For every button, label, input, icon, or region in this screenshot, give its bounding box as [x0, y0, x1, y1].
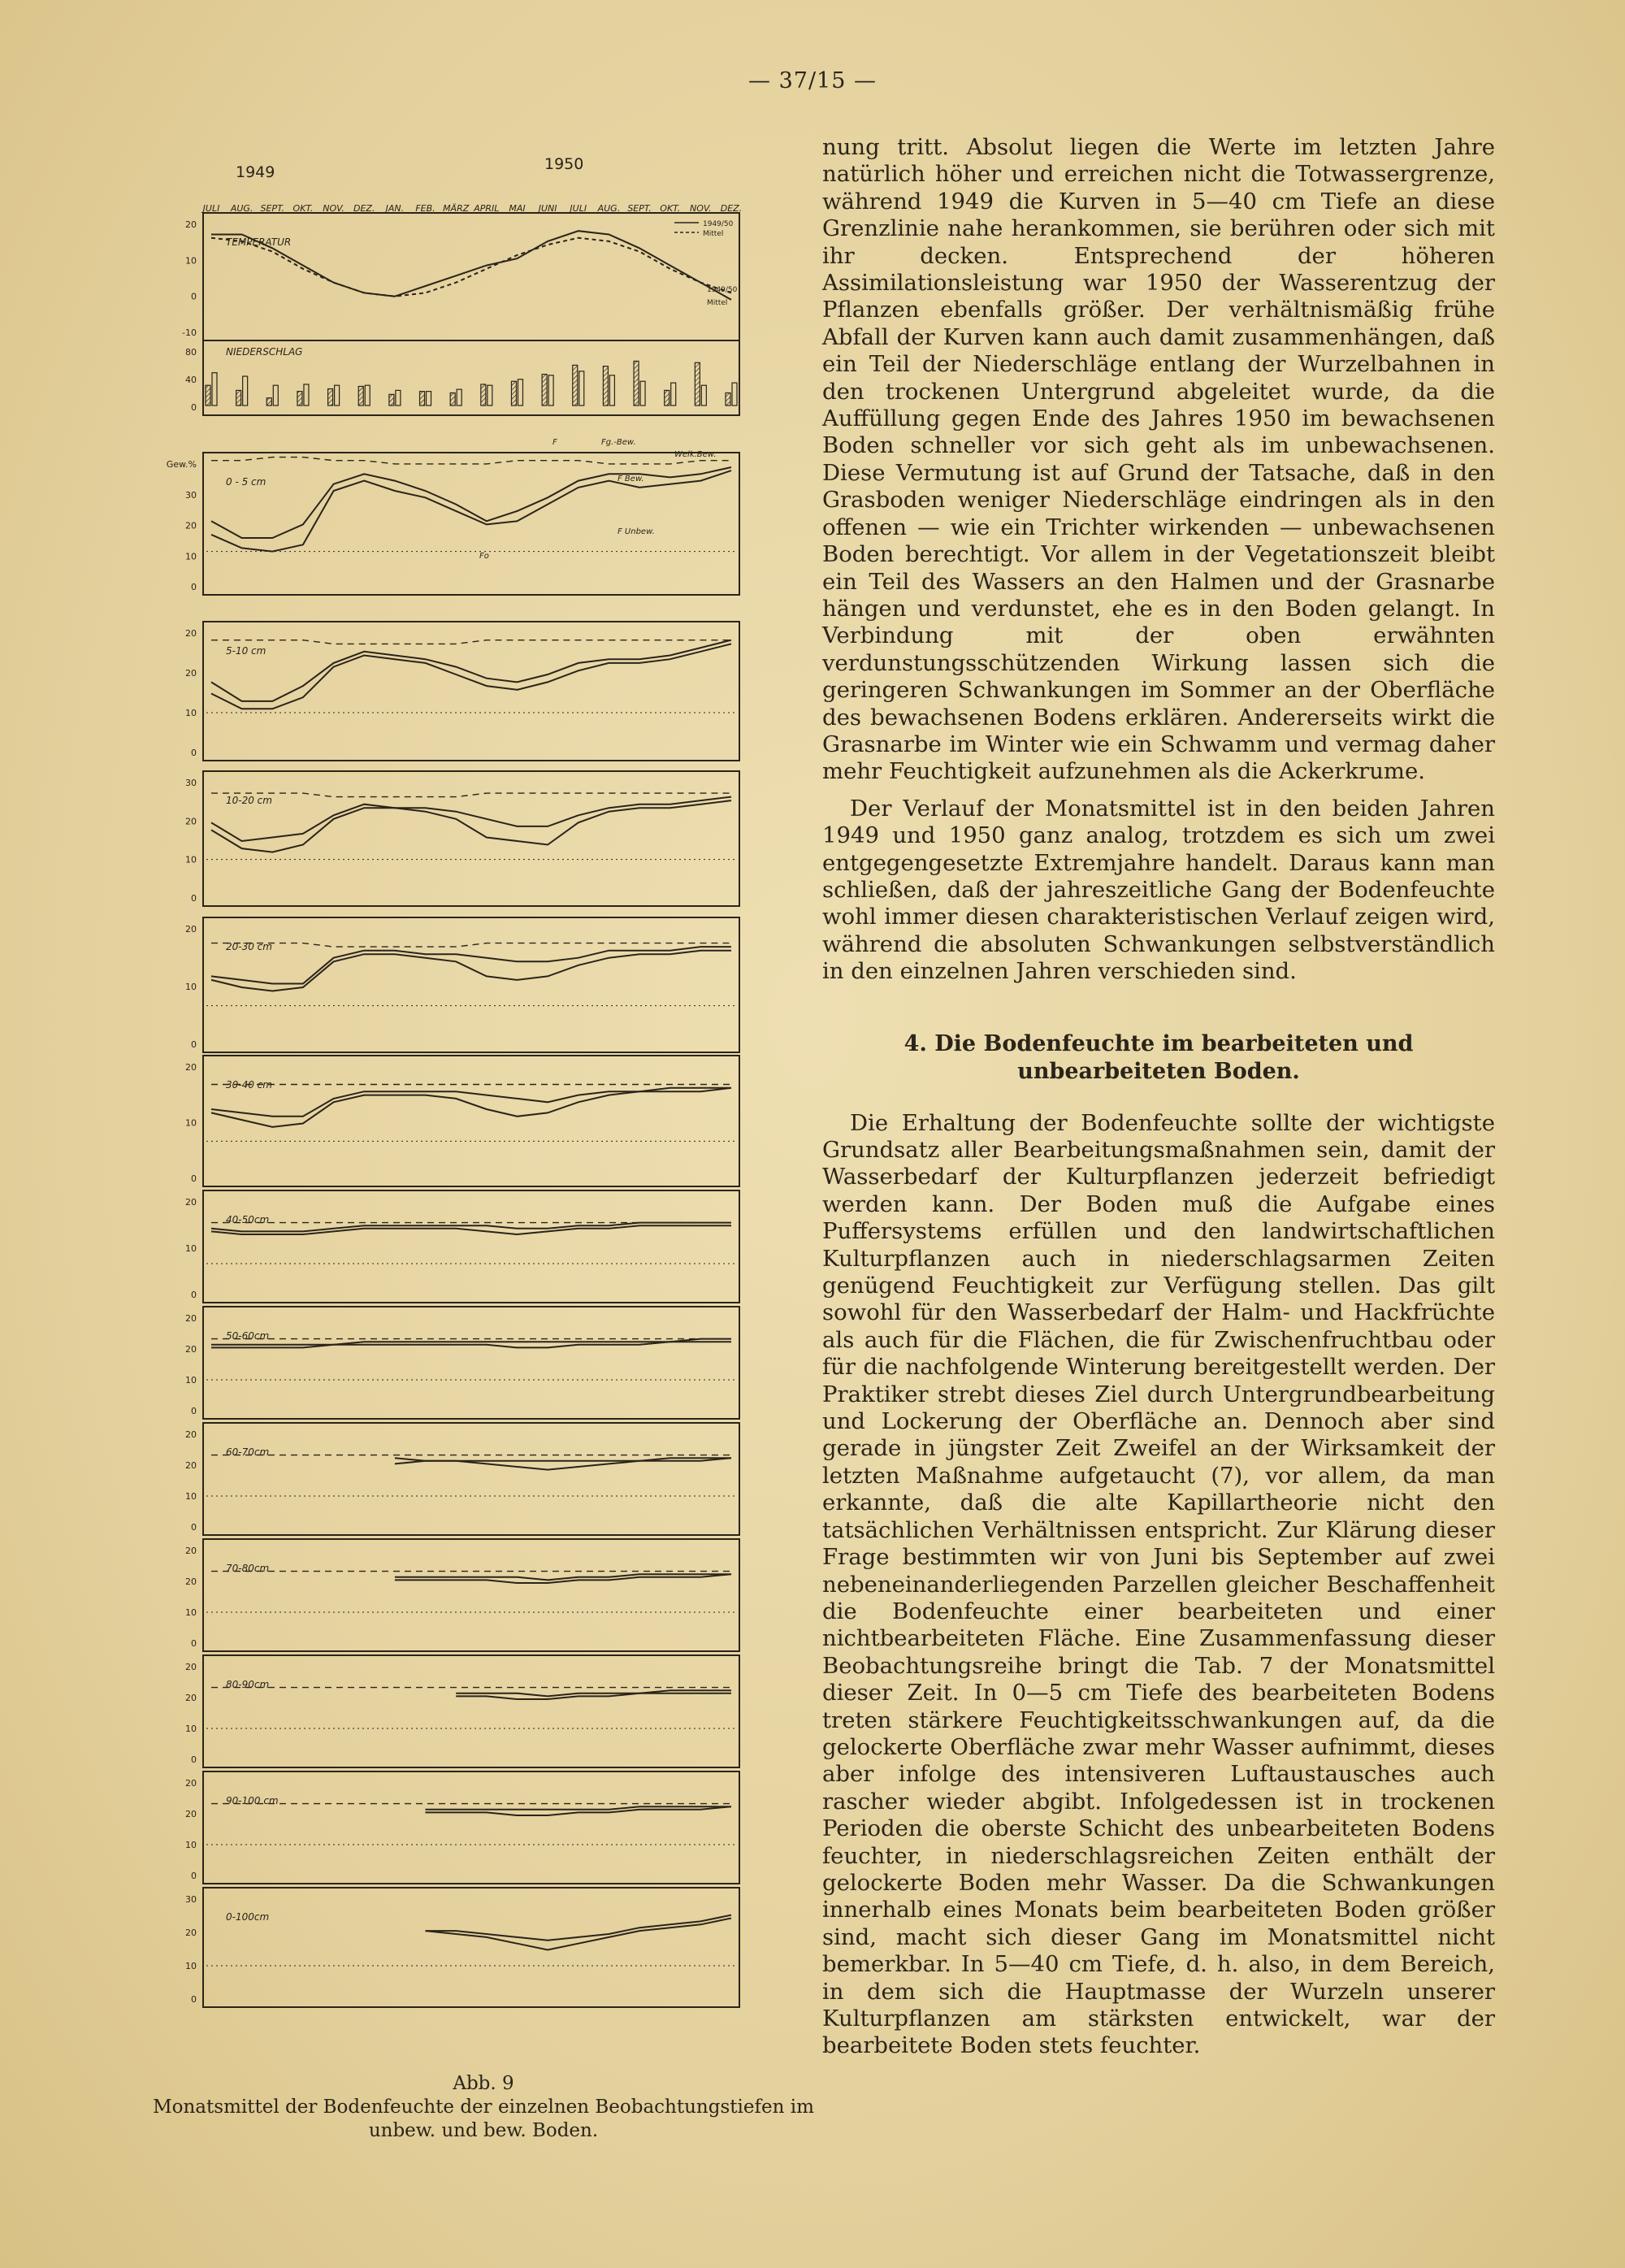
panel-title: 5-10 cm [226, 645, 266, 657]
y-tick-label: 0 [191, 1994, 197, 2005]
precip-bar [389, 394, 394, 405]
precip-bar [640, 381, 645, 405]
moisture-line-unbew [456, 1693, 731, 1699]
precip-bar [609, 375, 614, 405]
panel-title: 80-90cm [226, 1679, 270, 1690]
month-label: SEPT. [627, 203, 652, 214]
precip-bar [732, 383, 737, 405]
curve-annotation: Fo [479, 552, 489, 561]
month-label: JAN. [385, 203, 405, 214]
y-tick-label: 30 [185, 778, 197, 788]
y-tick-label: 10 [185, 1607, 197, 1618]
y-tick-label: -10 [182, 327, 197, 338]
precip-bar [573, 365, 578, 405]
panel-frame [203, 1056, 739, 1186]
precip-bar [518, 379, 522, 405]
wilting-limit-line [211, 943, 731, 948]
y-tick-label: 20 [185, 1429, 197, 1440]
precip-bar [671, 383, 676, 405]
paragraph-3: Die Erhaltung der Bodenfeuchte sollte der wichtigste Grundsatz aller Bearbeitungsmaßnahmen sein, damit der Wasserbedarf der Kulturpflanzen jederzeit befriedigt werden kann. Der Boden muß die Aufgabe eines Puffersystems erfüllen und den landwirtschaftlichen Kulturpflanzen auch in niederschlagsarmen Zeiten genügend Feuchtigkeit zur Verfügung stellen. Das gilt sowohl für den Wasserbedarf der Halm- und Hackfrüchte als auch für die Flächen, die für Zwischenfruchtbau oder für die nachfolgende Winterung bereitgestellt werden. Der Praktiker strebt dieses Ziel durch Untergrundbearbeitung und Lockerung der Oberfläche an. Dennoch aber sind gerade in jüngster Zeit Zweifel an der Wirksamkeit der letzten Maßnahme aufgetaucht (7), vor allem, da man erkannte, daß die alte Kapillartheorie nicht den tatsächlichen Verhältnissen entspricht. Zur Klärung dieser Frage bestimmten wir von Juni bis September auf zwei nebeneinanderliegenden Parzellen gleicher Beschaffenheit die Bodenfeuchte einer bearbeiteten und einer nichtbearbeiteten Fläche. Eine Zusammenfassung dieser Beobachtungsreihe bringt die Tab. 7 der Monatsmittel dieser Zeit. In 0—5 cm Tiefe des bearbeiteten Bodens treten stärkere Feuchtigkeitsschwankungen auf, da die gelockerte Oberfläche zwar mehr Wasser aufnimmt, dieses aber infolge des intensiveren Luftaustausches auch rascher wieder abgibt. Infolgedessen ist in trockenen Perioden die oberste Schicht des unbearbeiteten Bodens feuchter, in niederschlagsreichen Zeiten enthält der gelockerte Boden mehr Wasser. Da die Schwankungen innerhalb eines Monats beim bearbeiteten Boden größer sind, macht sich dieser Gang im Monatsmittel nicht bemerkbar. In 5—40 cm Tiefe, d. h. also, in dem Bereich, in dem sich die Hauptmasse der Wurzeln unserer Kulturpflanzen am stärksten entwickelt, war der bearbeitete Boden stets feuchter. [822, 1109, 1495, 2059]
y-tick-label: 10 [185, 982, 197, 992]
y-tick-label: Gew.% [166, 459, 197, 470]
precip-bar [212, 373, 217, 405]
paragraph-2: Der Verlauf der Monatsmittel ist in den beiden Jahren 1949 und 1950 ganz analog, trotzdem es sich um zwei entgegengesetzte Extremjahre handelt. Daraus kann man schließen, daß der jahreszeitliche Gang der Bodenfeuchte wohl immer diesen charakteristischen Verlauf zeigen wird, während die absoluten Schwankungen selbstverständlich in den einzelnen Jahren verschieden sind. [822, 795, 1495, 985]
month-label: NOV. [323, 203, 344, 214]
moisture-line-unbew [211, 471, 731, 552]
y-tick-label: 20 [185, 1662, 197, 1672]
year-label-1949: 1949 [236, 163, 275, 181]
moisture-line-unbew [211, 800, 731, 852]
precip-bar [511, 381, 516, 405]
y-tick-label: 20 [185, 1344, 197, 1355]
moisture-line-unbew [211, 1225, 731, 1234]
precip-bar [328, 389, 333, 405]
y-tick-label: 0 [191, 1754, 197, 1765]
legend-label: Mittel [703, 230, 724, 238]
y-tick-label: 0 [191, 1638, 197, 1649]
figure-abb-9 [138, 138, 788, 2023]
precip-bar [481, 384, 486, 405]
panel-frame [203, 1423, 739, 1535]
month-label: JULI [202, 203, 220, 214]
panel-frame [203, 1655, 739, 1767]
y-tick-label: 20 [185, 1693, 197, 1703]
legend-label: 1949/50 [703, 220, 734, 228]
y-tick-label: 0 [191, 893, 197, 904]
y-tick-label: 40 [185, 375, 197, 385]
moisture-line-bew [211, 947, 731, 983]
precip-bar [603, 366, 608, 405]
precip-bar [297, 392, 302, 405]
y-tick-label: 30 [185, 1894, 197, 1905]
month-label: FEB. [415, 203, 436, 214]
month-label: APRIL [474, 203, 500, 214]
panel-title: 0 - 5 cm [226, 476, 266, 488]
y-tick-label: 10 [185, 1491, 197, 1502]
caption-text: Monatsmittel der Bodenfeuchte der einzelnen Beobachtungstiefen im unbew. und bew. Boden. [153, 2097, 814, 2141]
y-tick-label: 20 [185, 1809, 197, 1819]
month-label: NOV. [690, 203, 712, 214]
panel-title: 90-100 cm [226, 1795, 279, 1806]
figure-caption [122, 2072, 845, 2143]
precip-bar [365, 385, 370, 405]
y-tick-label: 10 [185, 1724, 197, 1734]
y-tick-label: 10 [185, 1840, 197, 1850]
y-tick-label: 10 [185, 255, 197, 267]
curve-annotation: F Bew. [618, 475, 644, 484]
y-tick-label: 20 [185, 1313, 197, 1324]
precip-bar [335, 385, 340, 405]
y-tick-label: 10 [185, 854, 197, 865]
legend-label: Mittel [707, 299, 728, 307]
precip-bar [420, 392, 425, 405]
legend-label: 1949/50 [707, 286, 738, 294]
y-tick-label: 0 [191, 582, 197, 592]
precip-bar [206, 385, 210, 405]
y-tick-label: 0 [191, 1039, 197, 1050]
curve-annotation: Welk.Bew. [674, 450, 717, 459]
panel-title: 30-40 cm [226, 1079, 272, 1091]
wilting-limit-line [211, 458, 731, 464]
panel-title: TEMPERATUR [226, 236, 292, 248]
y-tick-label: 30 [185, 489, 197, 501]
y-tick-label: 0 [191, 1522, 197, 1533]
wilting-limit-line [211, 793, 731, 797]
y-tick-label: 20 [185, 668, 197, 679]
panel-frame [203, 917, 739, 1052]
panel-title: 60-70cm [226, 1446, 270, 1458]
y-tick-label: 10 [185, 551, 197, 562]
y-tick-label: 10 [185, 1243, 197, 1254]
y-tick-label: 10 [185, 1375, 197, 1386]
precip-bar [488, 385, 492, 405]
month-label: DEZ. [353, 203, 375, 214]
year-label-1950: 1950 [544, 155, 584, 173]
y-tick-label: 0 [191, 1290, 197, 1300]
month-label: MAI [509, 203, 526, 214]
month-label: OKT. [292, 203, 314, 214]
y-tick-label: 20 [185, 628, 197, 639]
month-label: JUNI [538, 203, 557, 214]
precip-bar [236, 390, 241, 405]
precip-bar [542, 375, 547, 405]
moisture-line-unbew [211, 644, 731, 709]
y-tick-label: 20 [185, 1062, 197, 1073]
y-tick-label: 10 [185, 1961, 197, 1971]
panel-frame [203, 1888, 739, 2007]
y-tick-label: 0 [191, 748, 197, 758]
month-label: OKT. [660, 203, 681, 214]
precip-bar [701, 385, 706, 405]
y-tick-label: 20 [185, 520, 197, 531]
y-tick-label: 0 [191, 402, 197, 413]
month-label: AUG. [230, 203, 254, 214]
y-tick-label: 0 [191, 1871, 197, 1881]
panel-title: 70-80cm [226, 1563, 270, 1574]
y-tick-label: 20 [185, 924, 197, 935]
wilting-limit-line [211, 640, 731, 644]
precip-bar [695, 362, 700, 405]
page-number: — 37/15 — [748, 68, 877, 93]
panel-title: 50-60cm [226, 1330, 270, 1342]
y-tick-label: 20 [185, 816, 197, 827]
precip-bar [726, 393, 730, 406]
precip-bar [396, 390, 401, 405]
month-label: JULI [570, 203, 587, 214]
curve-annotation: Fg.-Bew. [601, 438, 636, 447]
precip-bar [243, 376, 248, 405]
month-label: MÄRZ [443, 203, 470, 214]
panel-frame [203, 1190, 739, 1303]
y-tick-label: 0 [191, 291, 197, 302]
moisture-line-bew [211, 797, 731, 841]
y-tick-label: 20 [185, 1197, 197, 1208]
panel-title: 20-30 cm [226, 941, 272, 952]
panel-frame [203, 453, 739, 595]
month-label: AUG. [597, 203, 621, 214]
y-tick-label: 10 [185, 1117, 197, 1129]
y-tick-label: 20 [185, 1576, 197, 1587]
y-tick-label: 0 [191, 1406, 197, 1416]
precip-bar [358, 386, 363, 405]
panel-title: 40-50cm [226, 1214, 270, 1225]
panel-frame [203, 1539, 739, 1651]
y-tick-label: 10 [185, 708, 197, 718]
y-tick-label: 20 [185, 1928, 197, 1938]
moisture-line-bew [426, 1915, 732, 1941]
soil-moisture-chart-stack [138, 138, 788, 2023]
moisture-line-unbew [395, 1458, 731, 1469]
month-label: DEZ. [720, 203, 743, 214]
panel-title: 0-100cm [226, 1911, 270, 1923]
y-tick-label: 0 [191, 1173, 197, 1184]
curve-annotation: F Unbew. [618, 527, 655, 536]
month-label: SEPT. [260, 203, 285, 214]
precip-bar [634, 361, 639, 405]
precip-bar [273, 385, 278, 405]
precip-bar [304, 384, 309, 405]
y-tick-label: 20 [185, 1546, 197, 1556]
precip-bar [579, 371, 584, 405]
curve-annotation: F [552, 438, 557, 447]
y-tick-label: 20 [185, 219, 197, 230]
precip-bar [457, 389, 462, 405]
precip-bar [548, 375, 553, 405]
right-text-column [822, 134, 1495, 2070]
precip-bar [665, 390, 670, 405]
precip-bar [450, 393, 455, 406]
panel-frame [203, 1771, 739, 1884]
section-heading: 4. Die Bodenfeuchte im bearbeiteten und unbearbeiteten Boden. [904, 1030, 1414, 1084]
y-tick-label: 20 [185, 1778, 197, 1789]
precip-bar [266, 398, 271, 405]
caption-title: Abb. 9 [453, 2073, 514, 2094]
panel-frame [203, 1307, 739, 1419]
panel-frame [203, 622, 739, 761]
y-tick-label: 20 [185, 1460, 197, 1471]
moisture-line-bew [211, 640, 731, 701]
moisture-line-unbew [426, 1806, 732, 1815]
y-tick-label: 80 [185, 347, 197, 358]
panel-frame [203, 771, 739, 906]
paragraph-1: nung tritt. Absolut liegen die Werte im letzten Jahre natürlich höher und erreichen nicht die Totwassergrenze, während 1949 die Kurven in 5—40 cm Tiefe an diese Grenzlinie nahe herankommen, sie berühren oder sich mit ihr decken. Entsprechend der höheren Assimilationsleistung war 1950 der Wasserentzug der Pflanzen ebenfalls größer. Der verhältnismäßig frühe Abfall der Kurven kann auch damit zusammenhängen, daß ein Teil der Niederschläge entlang der Wurzelbahnen in den trockenen Untergrund abgeleitet wurde, da die Auffüllung gegen Ende des Jahres 1950 im bewachsenen Boden schneller vor sich geht als im unbewachsenen. Diese Vermutung ist auf Grund der Tatsache, daß in den Grasboden weniger Niederschläge eindringen als in den offenen — wie ein Trichter wirkenden — unbewachsenen Boden berechtigt. Vor allem in der Vegetationszeit bleibt ein Teil des Wassers an den Halmen und der Grasnarbe hängen und verdunstet, ehe es in den Boden gelangt. In Verbindung mit der oben erwähnten verdunstungsschützenden Wirkung lassen sich die geringeren Schwankungen im Sommer an der Oberfläche des bewachsenen Bodens erklären. Andererseits wirkt die Grasnarbe im Winter wie ein Schwamm und vermag daher mehr Feuchtigkeit aufzunehmen als die Ackerkrume. [822, 134, 1495, 785]
panel-frame [203, 213, 739, 340]
precip-bar [427, 392, 431, 405]
panel-title: NIEDERSCHLAG [226, 346, 303, 358]
panel-title: 10-20 cm [226, 795, 272, 806]
